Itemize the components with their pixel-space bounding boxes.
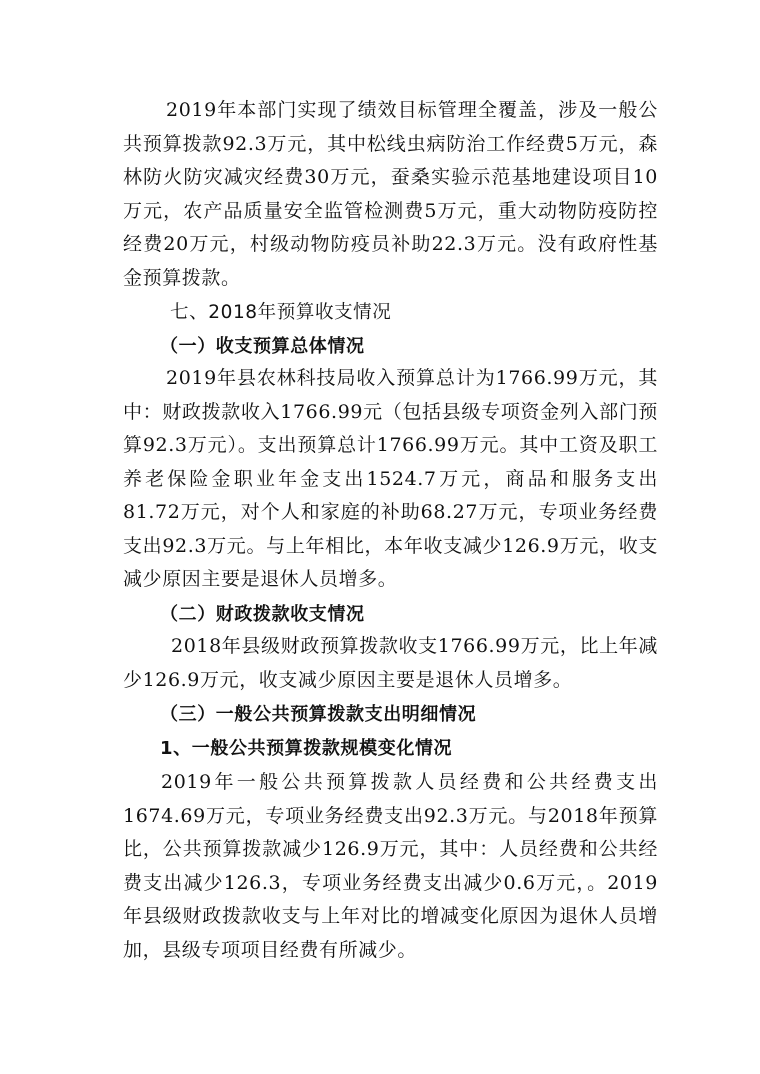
paragraph-scale-change: 2019年一般公共预算拨款人员经费和公共经费支出1674.69万元，专项业务经费支出92.3万元。与2018年预算比，公共预算拨款减少126.9万元，其中：人员经费和公共经费支出减少126.3，专项业务经费支出减少0.6万元，。2019年县级财政拨款收支与上年对比的增减变化原因为退休人员增加，县级专项项目经费有所减少。 [123,771,658,961]
heading-general-public-budget: （三）一般公共预算拨款支出明细情况 [160,704,477,725]
paragraph-overall-budget: 2019年县农林科技局收入预算总计为1766.99万元，其中：财政拨款收入1766.99元（包括县级专项资金列入部门预算92.3万元）。支出预算总计1766.99万元。其中工资及职工养老保险金职业年金支出1524.7万元，商品和服务支出81.72万元，对个人和家庭的补助68.27万元，专项业务经费支出92.3万元。与上年相比，本年收支减少126.9万元，收支减少原因主要是退休人员增多。 [123,367,658,590]
heading-scale-change: 1、一般公共预算拨款规模变化情况 [160,738,453,759]
paragraph-performance: 2019年本部门实现了绩效目标管理全覆盖，涉及一般公共预算拨款92.3万元，其中松线虫病防治工作经费5万元，森林防火防灾减灾经费30万元，蚕桑实验示范基地建设项目10万元，农产品质量安全监管检测费5万元，重大动物防疫防控经费20万元，村级动物防疫员补助22.3万元。没有政府性基金预算拨款。 [123,99,658,289]
heading-fiscal-appropriation: （二）财政拨款收支情况 [160,604,365,625]
paragraph-fiscal-appropriation: 2018年县级财政预算拨款收支1766.99万元，比上年减少126.9万元，收支减少原因主要是退休人员增多。 [123,635,658,691]
heading-overall-budget: （一）收支预算总体情况 [160,336,365,357]
heading-section-7: 七、2018年预算收支情况 [170,302,392,323]
